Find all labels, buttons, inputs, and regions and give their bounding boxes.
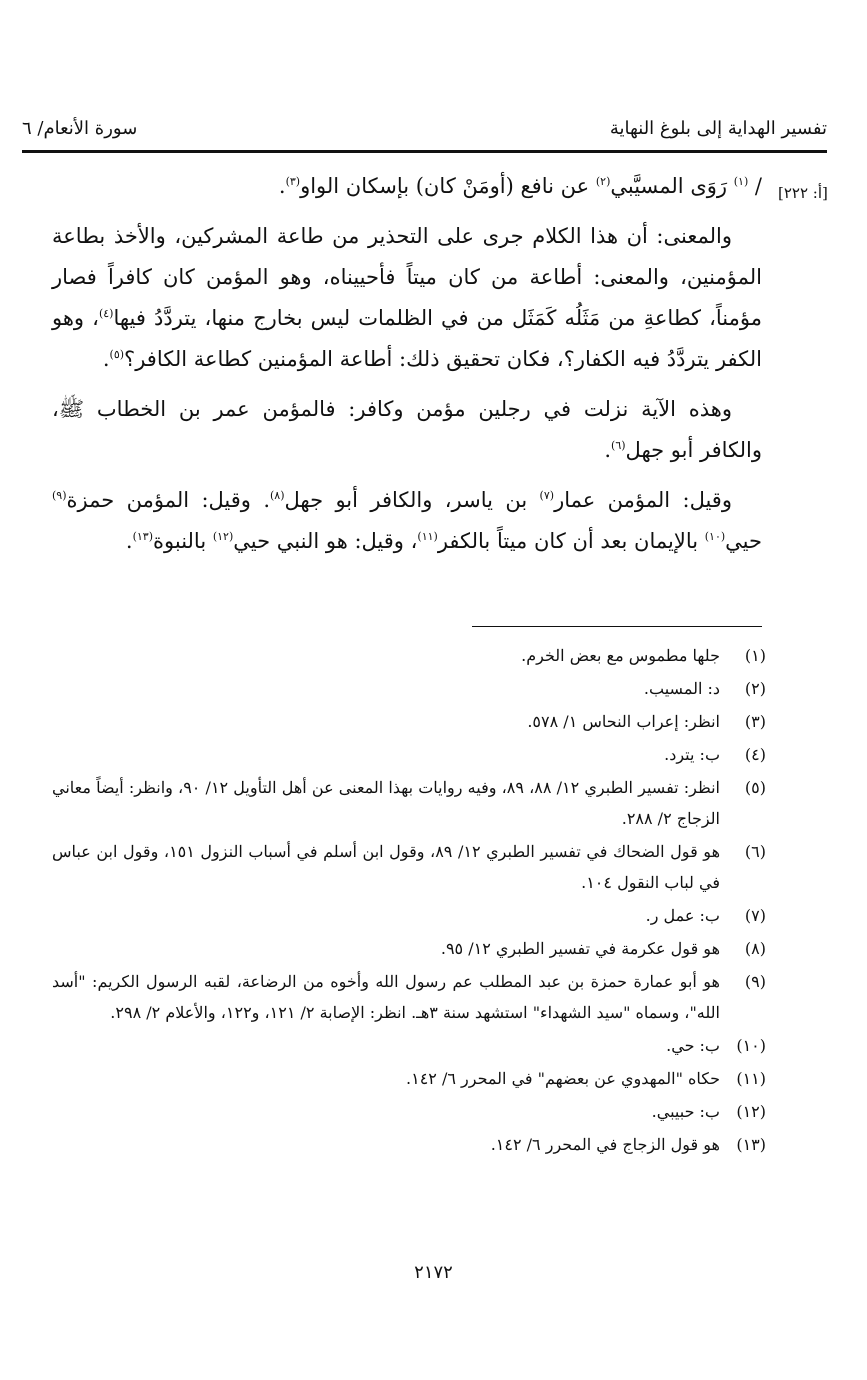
footnote-text: د: المسيب. [643, 679, 720, 698]
footnote-number: (١٠) [736, 1036, 766, 1055]
text-run: ، وهو الكفر يتردَّدُ فيه الكفار؟، فكان تحقيق ذلك: أطاعة المؤمنين كطاعة الكافر؟ [52, 306, 762, 371]
text-run: وهذه الآية نزلت في رجلين مؤمن وكافر: فالمؤمن عمر بن الخطاب ﷺ، والكافر أبو جهل [52, 397, 762, 462]
footnote-text: انظر: إعراب النحاس ١/ ٥٧٨. [527, 712, 720, 731]
text-run: . وقيل: المؤمن حمزة [66, 488, 270, 512]
footnote-text: انظر: تفسير الطبري ١٢/ ٨٨، ٨٩، وفيه روايات بهذا المعنى عن أهل التأويل ١٢/ ٩٠، وانظر: أيضاً معاني الزجاج ٢/ ٢٨٨. [52, 778, 721, 828]
footnote-number: (٨) [744, 939, 766, 958]
footnote [52, 739, 766, 770]
footnote-number: (١) [744, 646, 766, 665]
footnote-number: (١٣) [736, 1135, 766, 1154]
footnote-text: هو أبو عمارة حمزة بن عبد المطلب عم رسول الله وأخوه من الرضاعة، لقبه الرسول الكريم: "أسد الله"، وسماه "سيد الشهداء" استشهد سنة ٣هـ. انظر: الإصابة ٢/ ١٢١، و١٢٢، والأعلام ٢/ ٢٩٨. [52, 972, 720, 1022]
footnote-text: هو قول عكرمة في تفسير الطبري ١٢/ ٩٥. [440, 939, 720, 958]
paragraph-1 [52, 166, 762, 207]
footnote-number: (٣) [744, 712, 766, 731]
paragraph-4 [52, 480, 762, 562]
text-run: ، وقيل: هو النبي حيي [233, 529, 418, 553]
footnote-ref: (٥) [109, 348, 125, 361]
footnote-text: ب: يترد. [664, 745, 720, 764]
page-number: ٢١٧٢ [414, 1262, 453, 1283]
text-run: . [125, 529, 133, 553]
footnote-number: (٤) [744, 745, 766, 764]
footnote-number: (١٢) [736, 1102, 766, 1121]
text-run: حيي [725, 529, 762, 553]
footnote-ref: (٨) [270, 489, 285, 502]
footnote-ref: (٩) [52, 489, 67, 502]
running-header [22, 108, 827, 148]
text-run: . [102, 347, 110, 371]
footnote-text: ب: عمل ر. [645, 906, 720, 925]
footnote [52, 772, 766, 834]
footnote-separator [472, 626, 762, 627]
footnote [52, 933, 766, 964]
footnote-ref: (٤) [98, 307, 114, 320]
footnote-ref: (٢) [595, 175, 611, 188]
surah-label: سورة الأنعام/ ٦ [22, 117, 138, 139]
text-run: . [278, 174, 286, 198]
footnotes [52, 640, 766, 1162]
footnote-ref: (٦) [611, 439, 626, 452]
footnote-ref: (٧) [539, 489, 555, 502]
text-run: رَوَى المسيَّبي [610, 174, 734, 198]
footnote-number: (١١) [736, 1069, 766, 1088]
footnote [52, 900, 766, 931]
footnote [52, 640, 766, 671]
footnote-text: ب: حبيبي. [651, 1102, 720, 1121]
footnote-number: (٧) [744, 906, 766, 925]
footnote [52, 1063, 766, 1094]
margin-reference: [أ: ٢٢٢] [778, 184, 828, 202]
footnote-number: (٩) [744, 972, 766, 991]
book-title: تفسير الهداية إلى بلوغ النهاية [609, 117, 827, 139]
footnote [52, 1129, 766, 1160]
footnote-text: هو قول الضحاك في تفسير الطبري ١٢/ ٨٩، وقول ابن أسلم في أسباب النزول ١٥١، وقول ابن عباس في لباب النقول ١٠٤. [52, 842, 721, 892]
text-run: . [604, 438, 612, 462]
text-run: والمعنى: أن هذا الكلام جرى على التحذير من طاعة المشركين، والأخذ بطاعة المؤمنين، والمعنى: أطاعة من كان ميتاً فأحييناه، وهو المؤمن كان كافراً فصار مؤمناً، كطاعةِ من مَثَلُه كَمَثَل من في الظلمات ليس بخارج منها، يتردَّدُ فيها [52, 224, 762, 330]
text-run: بن ياسر، والكافر أبو جهل [284, 488, 540, 512]
text-run: بالنبوة [153, 529, 213, 553]
text-run: / [748, 174, 762, 198]
footnote [52, 836, 766, 898]
footnote-ref: (١٢) [212, 530, 234, 543]
paragraph-2 [52, 216, 762, 380]
footnote-ref: (١٠) [704, 530, 726, 543]
footnote [52, 706, 766, 737]
footnote-ref: (١٣) [132, 530, 153, 543]
footnote [52, 1096, 766, 1127]
text-run: عن نافع (أومَنْ كان) بإسكان الواو [300, 174, 596, 198]
footnote [52, 966, 766, 1028]
footnote-ref: (١) [733, 175, 749, 188]
footnote-text: هو قول الزجاج في المحرر ٦/ ١٤٢. [490, 1135, 720, 1154]
text-run: وقيل: المؤمن عمار [554, 488, 732, 512]
footnote [52, 1030, 766, 1061]
main-text [52, 166, 762, 571]
footnote-text: جلها مطموس مع بعض الخرم. [521, 646, 720, 665]
footnote-number: (٥) [744, 778, 766, 797]
footnote-number: (٢) [744, 679, 766, 698]
footnote-ref: (٣) [285, 175, 301, 188]
header-rule [22, 150, 827, 153]
footnote-text: حكاه "المهدوي عن بعضهم" في المحرر ٦/ ١٤٢. [406, 1069, 720, 1088]
footnote [52, 673, 766, 704]
text-run: بالإيمان بعد أن كان ميتاً بالكفر [437, 529, 705, 553]
footnote-number: (٦) [744, 842, 766, 861]
footnote-text: ب: حي. [666, 1036, 720, 1055]
paragraph-3 [52, 389, 762, 471]
footnote-ref: (١١) [417, 530, 438, 543]
